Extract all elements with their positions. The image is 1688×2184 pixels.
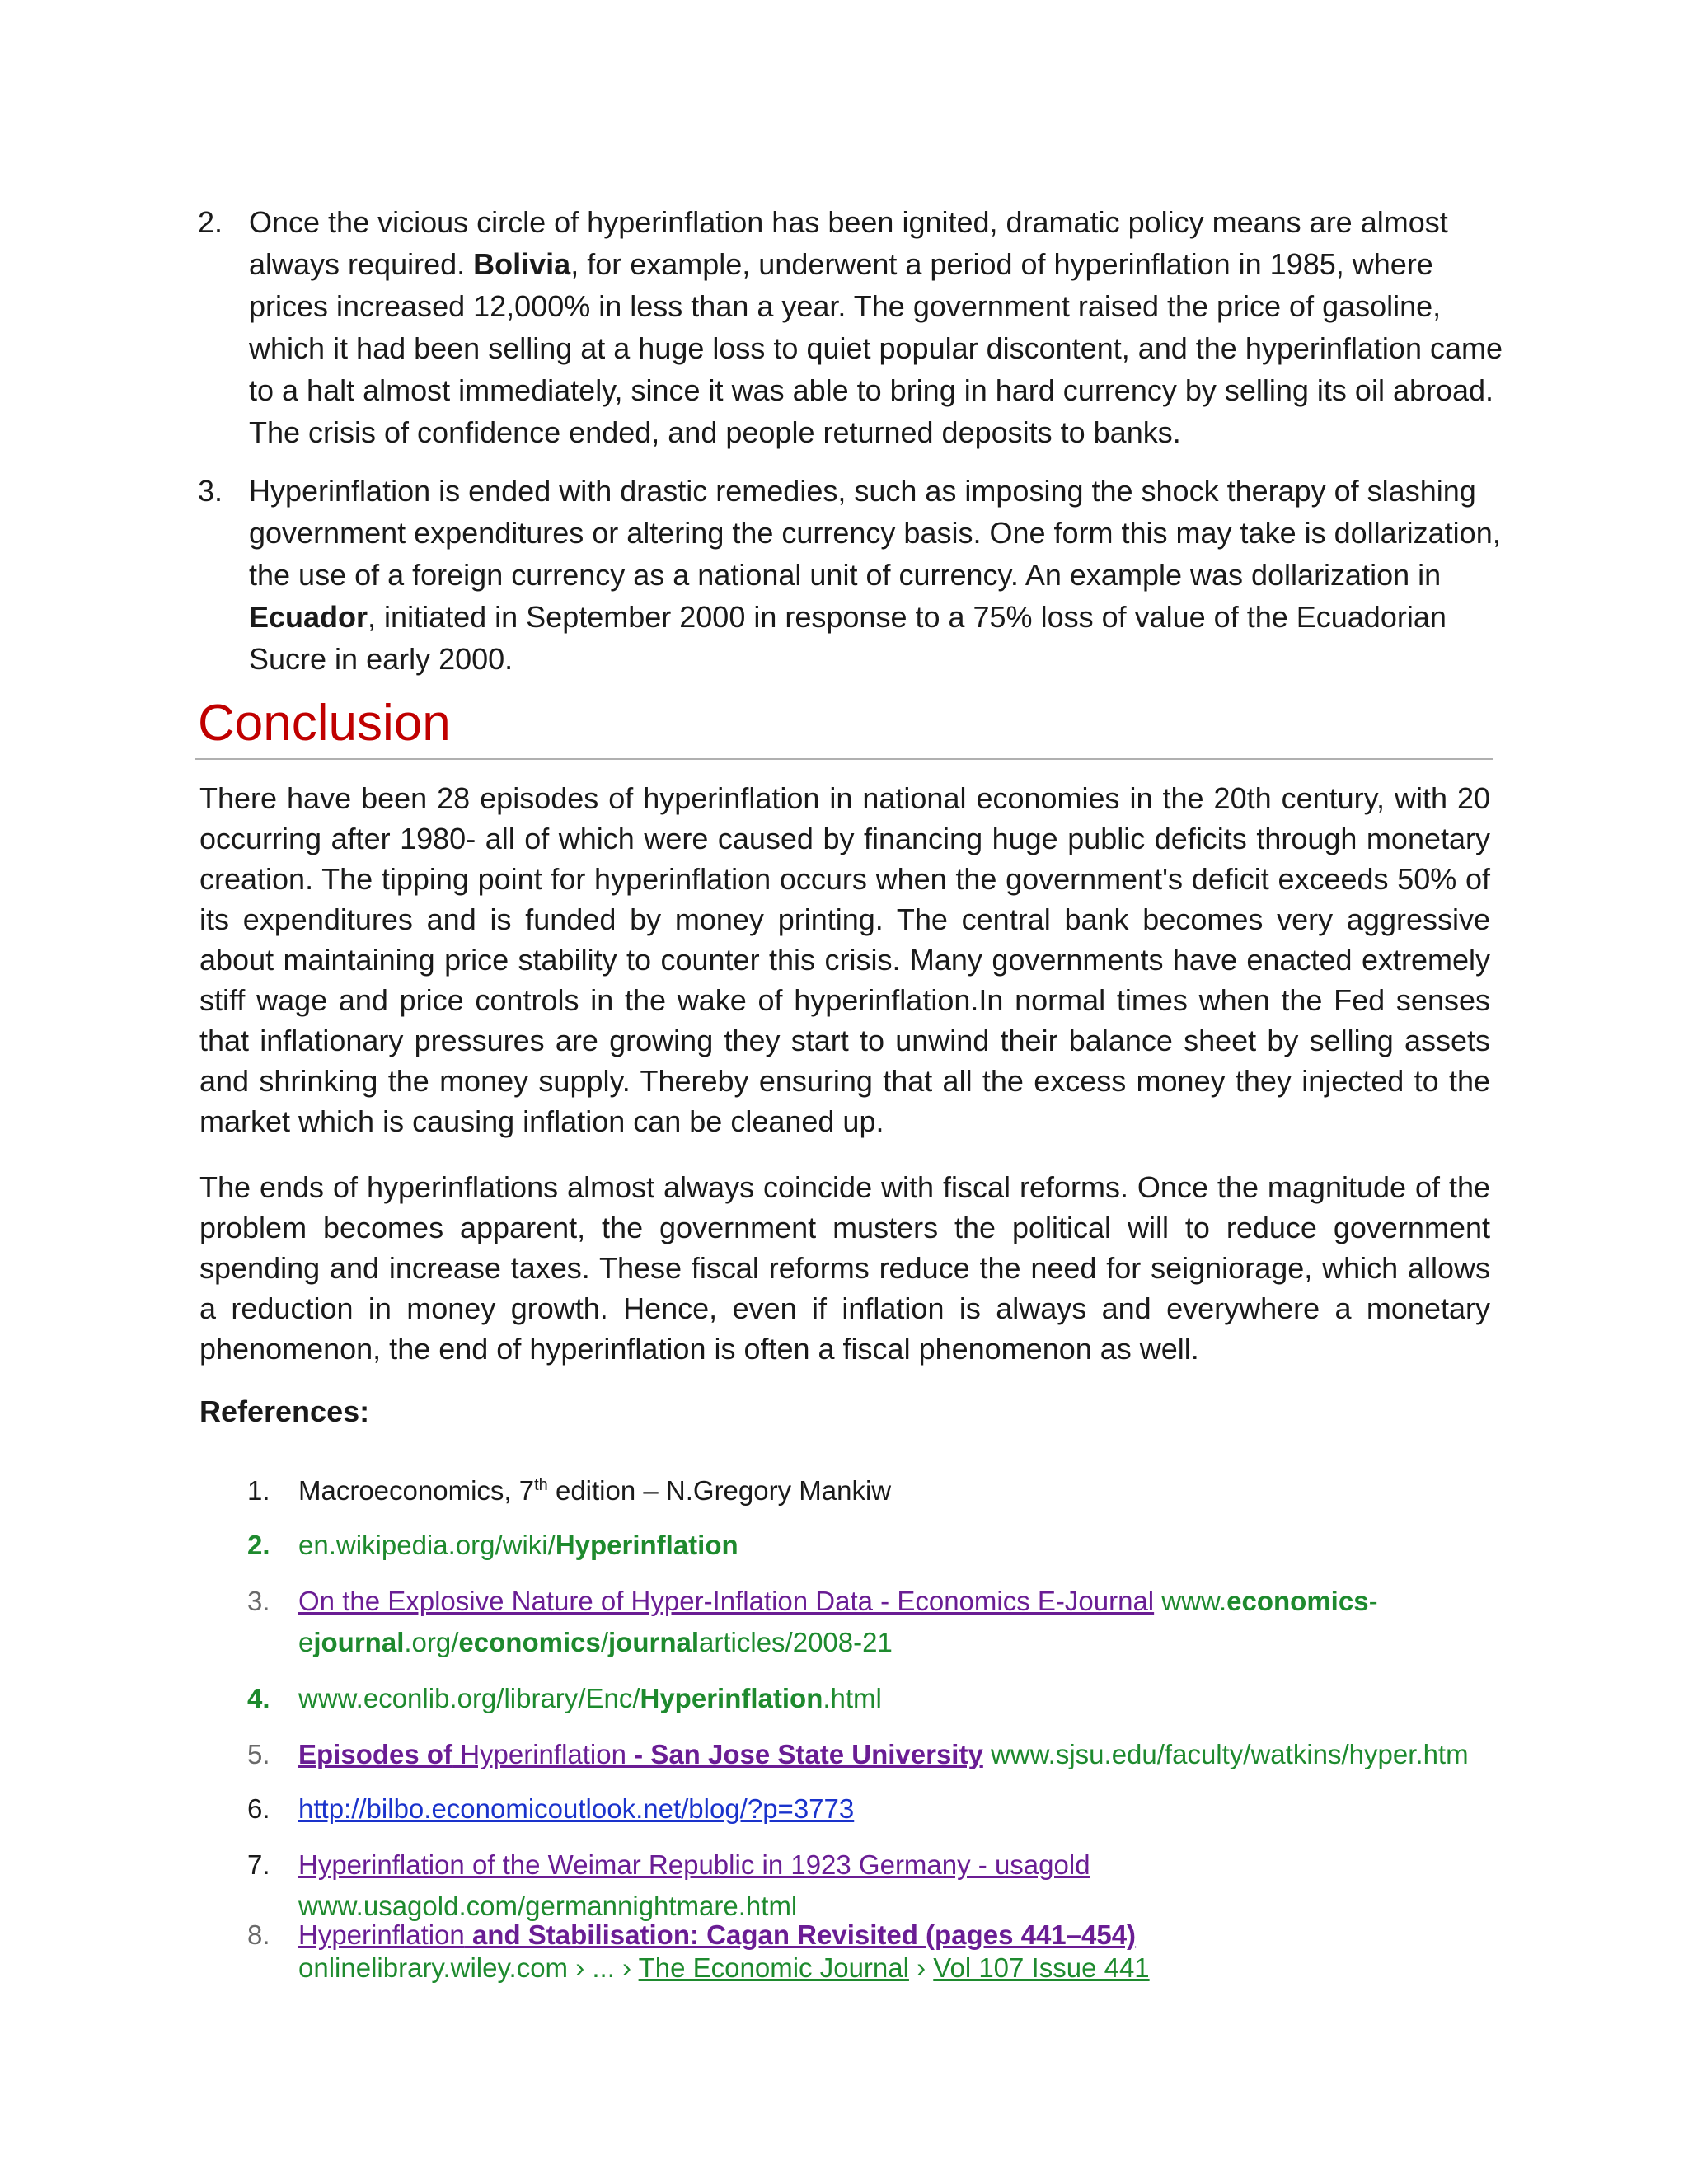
reference-url: en.wikipedia.org/wiki/Hyperinflation [298, 1530, 738, 1560]
list-item-text: Once the vicious circle of hyperinflation has been ignited, dramatic policy means are almost always required. Bolivia, for example, underwent a period of hyperinflation in 1985, where prices increased 12,000% in less than a year. The government raised the price of gasoline, which it had been selling at a huge loss to quiet popular discontent, and the hyperinflation came to a halt almost immediately, since it was able to bring in hard currency by selling its oil abroad. The crisis of confidence ended, and people returned deposits to banks. [249, 205, 1503, 449]
document-page: 2. Once the vicious circle of hyperinflation has been ignited, dramatic policy means are almost always required. Bolivia, for example, underwent a period of hyperinflation in 1985, where prices increased 12,000% in less than a year. The government raised the price of gasoline, which it had been selling at a huge loss to quiet popular discontent, and the hyperinflation came to a halt almost immediately, since it was able to bring in hard currency by selling its oil abroad. The crisis of confidence ended, and people returned deposits to banks. 3. Hyperinflation is ended with drastic remedies, such as imposing the shock therapy of slashing government expenditures or altering the currency basis. One form this may take is dollarization, the use of a foreign currency as a national unit of currency. An example was dollarization in Ecuador, initiated in September 2000 in response to a 75% loss of value of the Ecuadorian Sucre in early 2000. Conclusion There have been 28 episodes of hyperinflation in national economies in the 20th century, with 20 occurring after 1980- all of which were caused by financing huge public deficits through monetary creation. The tipping point for hyperinflation occurs when the government's deficit exceeds 50% of its expenditures and is funded by money printing. The central bank becomes very aggressive about maintaining price stability to counter this crisis. Many governments have enacted extremely stiff wage and price controls in the wake of hyperinflation.In normal times when the Fed senses that inflationary pressures are growing they start to unwind their balance sheet by selling assets and shrinking the money supply. Thereby ensuring that all the excess money they injected to the market which is causing inflation can be cleaned up. The ends of hyperinflations almost always coincide with fiscal reforms. Once the magnitude of the problem becomes apparent, the government musters the political will to reduce government spending and increase taxes. These fiscal reforms reduce the need for seigniorage, which allows a reduction in money growth. Hence, even if inflation is always and everywhere a monetary phenomenon, the end of hyperinflation is often a fiscal phenomenon as well. References: 1. Macroeconomics, 7th edition – N.Gregory Mankiw 2. en.wikipedia.org/wiki/Hyperinflation 3. On the Explosive Nature of Hyper-Inflation Data - Economics E-Journal www.economics-ejournal.org/economics/journalarticles/2008-21 4. www.econlib.org/library/Enc/Hyperinflation.html 5. Episodes of Hyperinflation - San Jose State University www.sjsu.edu/faculty/watkins/hyper.htm 6. http://bilbo.economicoutlook.net/blog/?p=3773 7. Hyperinflation of the Weimar Republic in 1923 Germany - usagold www.usagold.com/germannightmare.html 8. Hyperinflation and Stabilisation: Cagan Revisited (pages 441–454) onlinelibrary.wiley.com › ... › The Economic Journal › Vol 107 Issue 441 [0, 0, 1688, 2184]
breadcrumb-link[interactable]: The Economic Journal [638, 1952, 909, 1983]
reference-url: www.economics-ejournal.org/economics/journalarticles/2008-21 [298, 1586, 1378, 1657]
reference-url: www.econlib.org/library/Enc/Hyperinflation.html [298, 1683, 882, 1713]
reference-link[interactable]: On the Explosive Nature of Hyper-Inflation Data - Economics E-Journal [298, 1586, 1155, 1616]
reference-link[interactable]: http://bilbo.economicoutlook.net/blog/?p=3773 [298, 1793, 855, 1824]
reference-link[interactable]: Hyperinflation of the Weimar Republic in 1923 Germany - usagold [298, 1849, 1090, 1880]
country-bolivia: Bolivia [473, 247, 571, 281]
list-number: 2. [198, 205, 223, 239]
list-item-text: Hyperinflation is ended with drastic remedies, such as imposing the shock therapy of slashing government expenditures or altering the currency basis. One form this may take is dollarization, the use of a foreign currency as a national unit of currency. An example was dollarization in Ecuador, initiated in September 2000 in response to a 75% loss of value of the Ecuadorian Sucre in early 2000. [249, 474, 1501, 676]
conclusion-heading: Conclusion [198, 695, 451, 752]
reference-link[interactable]: Episodes of Hyperinflation - San Jose State University [298, 1739, 983, 1769]
conclusion-paragraph-2: The ends of hyperinflations almost always coincide with fiscal reforms. Once the magnitude of the problem becomes apparent, the government musters the political will to reduce government spending and increase taxes. These fiscal reforms reduce the need for seigniorage, which allows a reduction in money growth. Hence, even if inflation is always and everywhere a monetary phenomenon, the end of hyperinflation is often a fiscal phenomenon as well. [199, 1170, 1490, 1366]
breadcrumb-link[interactable]: Vol 107 Issue 441 [933, 1952, 1150, 1983]
heading-divider [195, 758, 1493, 760]
references-heading: References: [199, 1394, 370, 1428]
reference-url: onlinelibrary.wiley.com › ... › The Economic Journal › Vol 107 Issue 441 [298, 1952, 1150, 1983]
reference-url: www.usagold.com/germannightmare.html [298, 1891, 798, 1921]
reference-link[interactable]: Hyperinflation and Stabilisation: Cagan Revisited (pages 441–454) [298, 1919, 1137, 1950]
list-number: 3. [198, 474, 223, 508]
country-ecuador: Ecuador [249, 600, 368, 634]
conclusion-paragraph-1: There have been 28 episodes of hyperinflation in national economies in the 20th century, with 20 occurring after 1980- all of which were caused by financing huge public deficits through monetary creation. The tipping point for hyperinflation occurs when the government's deficit exceeds 50% of its expenditures and is funded by money printing. The central bank becomes very aggressive about maintaining price stability to counter this crisis. Many governments have enacted extremely stiff wage and price controls in the wake of hyperinflation.In normal times when the Fed senses that inflationary pressures are growing they start to unwind their balance sheet by selling assets and shrinking the money supply. Thereby ensuring that all the excess money they injected to the market which is causing inflation can be cleaned up. [199, 781, 1490, 1138]
reference-url: www.sjsu.edu/faculty/watkins/hyper.htm [982, 1739, 1469, 1769]
